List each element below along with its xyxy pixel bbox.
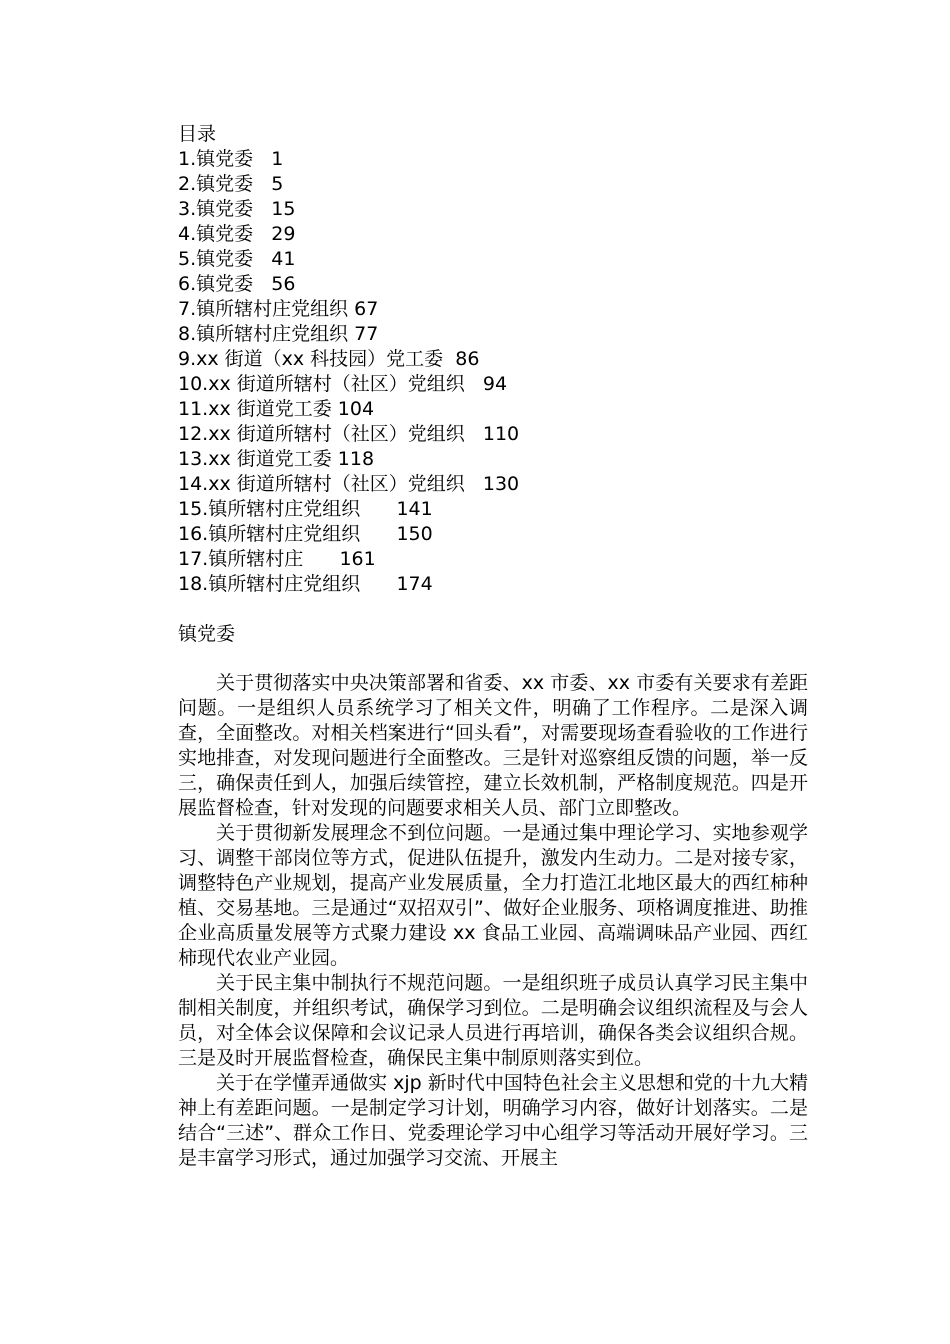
toc-item: 9.xx 街道（xx 科技园）党工委 86 <box>178 348 480 370</box>
body-paragraph: 关于贯彻新发展理念不到位问题。一是通过集中理论学习、实地参观学习、调整干部岗位等方式，促进队伍提升，激发内生动力。二是对接专家，调整特色产业规划，提高产业发展质量，全力打造江北地区最大的西红柿种植、交易基地。三是通过“双招双引”、做好企业服务、项格调度推进、助推企业高质量发展等方式聚力建设 xx 食品工业园、高端调味品产业园、西红柿现代农业产业园。 <box>178 822 808 969</box>
toc-item: 13.xx 街道党工委 118 <box>178 448 375 470</box>
toc-item: 15.镇所辖村庄党组织 141 <box>178 498 433 520</box>
toc-item: 14.xx 街道所辖村（社区）党组织 130 <box>178 473 520 495</box>
toc-item: 3.镇党委 15 <box>178 198 296 220</box>
toc-list <box>178 147 808 597</box>
body-paragraph: 关于贯彻落实中央决策部署和省委、xx 市委、xx 市委有关要求有差距问题。一是组织人员系统学习了相关文件，明确了工作程序。二是深入调查，全面整改。对相关档案进行“回头看”，对需要现场查看验收的工作进行实地排查，对发现问题进行全面整改。三是针对巡察组反馈的问题，举一反三，确保责任到人，加强后续管控，建立长效机制，严格制度规范。四是开展监督检查，针对发现的问题要求相关人员、部门立即整改。 <box>178 672 808 819</box>
toc-item: 10.xx 街道所辖村（社区）党组织 94 <box>178 373 508 395</box>
toc-item: 17.镇所辖村庄 161 <box>178 548 376 570</box>
toc-title: 目录 <box>178 123 217 145</box>
toc-item: 2.镇党委 5 <box>178 173 284 195</box>
document-body <box>178 122 808 1171</box>
toc-item: 4.镇党委 29 <box>178 223 296 245</box>
toc-item: 8.镇所辖村庄党组织 77 <box>178 323 379 345</box>
toc-item: 6.镇党委 56 <box>178 273 296 295</box>
toc-item: 7.镇所辖村庄党组织 67 <box>178 298 379 320</box>
toc-item: 5.镇党委 41 <box>178 248 296 270</box>
toc-item: 1.镇党委 1 <box>178 148 284 170</box>
body-paragraph: 关于民主集中制执行不规范问题。一是组织班子成员认真学习民主集中制相关制度，并组织考试，确保学习到位。二是明确会议组织流程及与会人员，对全体会议保障和会议记录人员进行再培训，确保各类会议组织合规。三是及时开展监督检查，确保民主集中制原则落实到位。 <box>178 972 808 1069</box>
toc-item: 16.镇所辖村庄党组织 150 <box>178 523 433 545</box>
toc-item: 11.xx 街道党工委 104 <box>178 398 375 420</box>
toc-item: 12.xx 街道所辖村（社区）党组织 110 <box>178 423 520 445</box>
section-heading: 镇党委 <box>178 623 236 645</box>
body-paragraph: 关于在学懂弄通做实 xjp 新时代中国特色社会主义思想和党的十九大精神上有差距问题。一是制定学习计划，明确学习内容，做好计划落实。二是结合“三述”、群众工作日、党委理论学习中心组学习等活动开展好学习。三是丰富学习形式，通过加强学习交流、开展主 <box>178 1072 808 1169</box>
toc-item: 18.镇所辖村庄党组织 174 <box>178 573 433 595</box>
